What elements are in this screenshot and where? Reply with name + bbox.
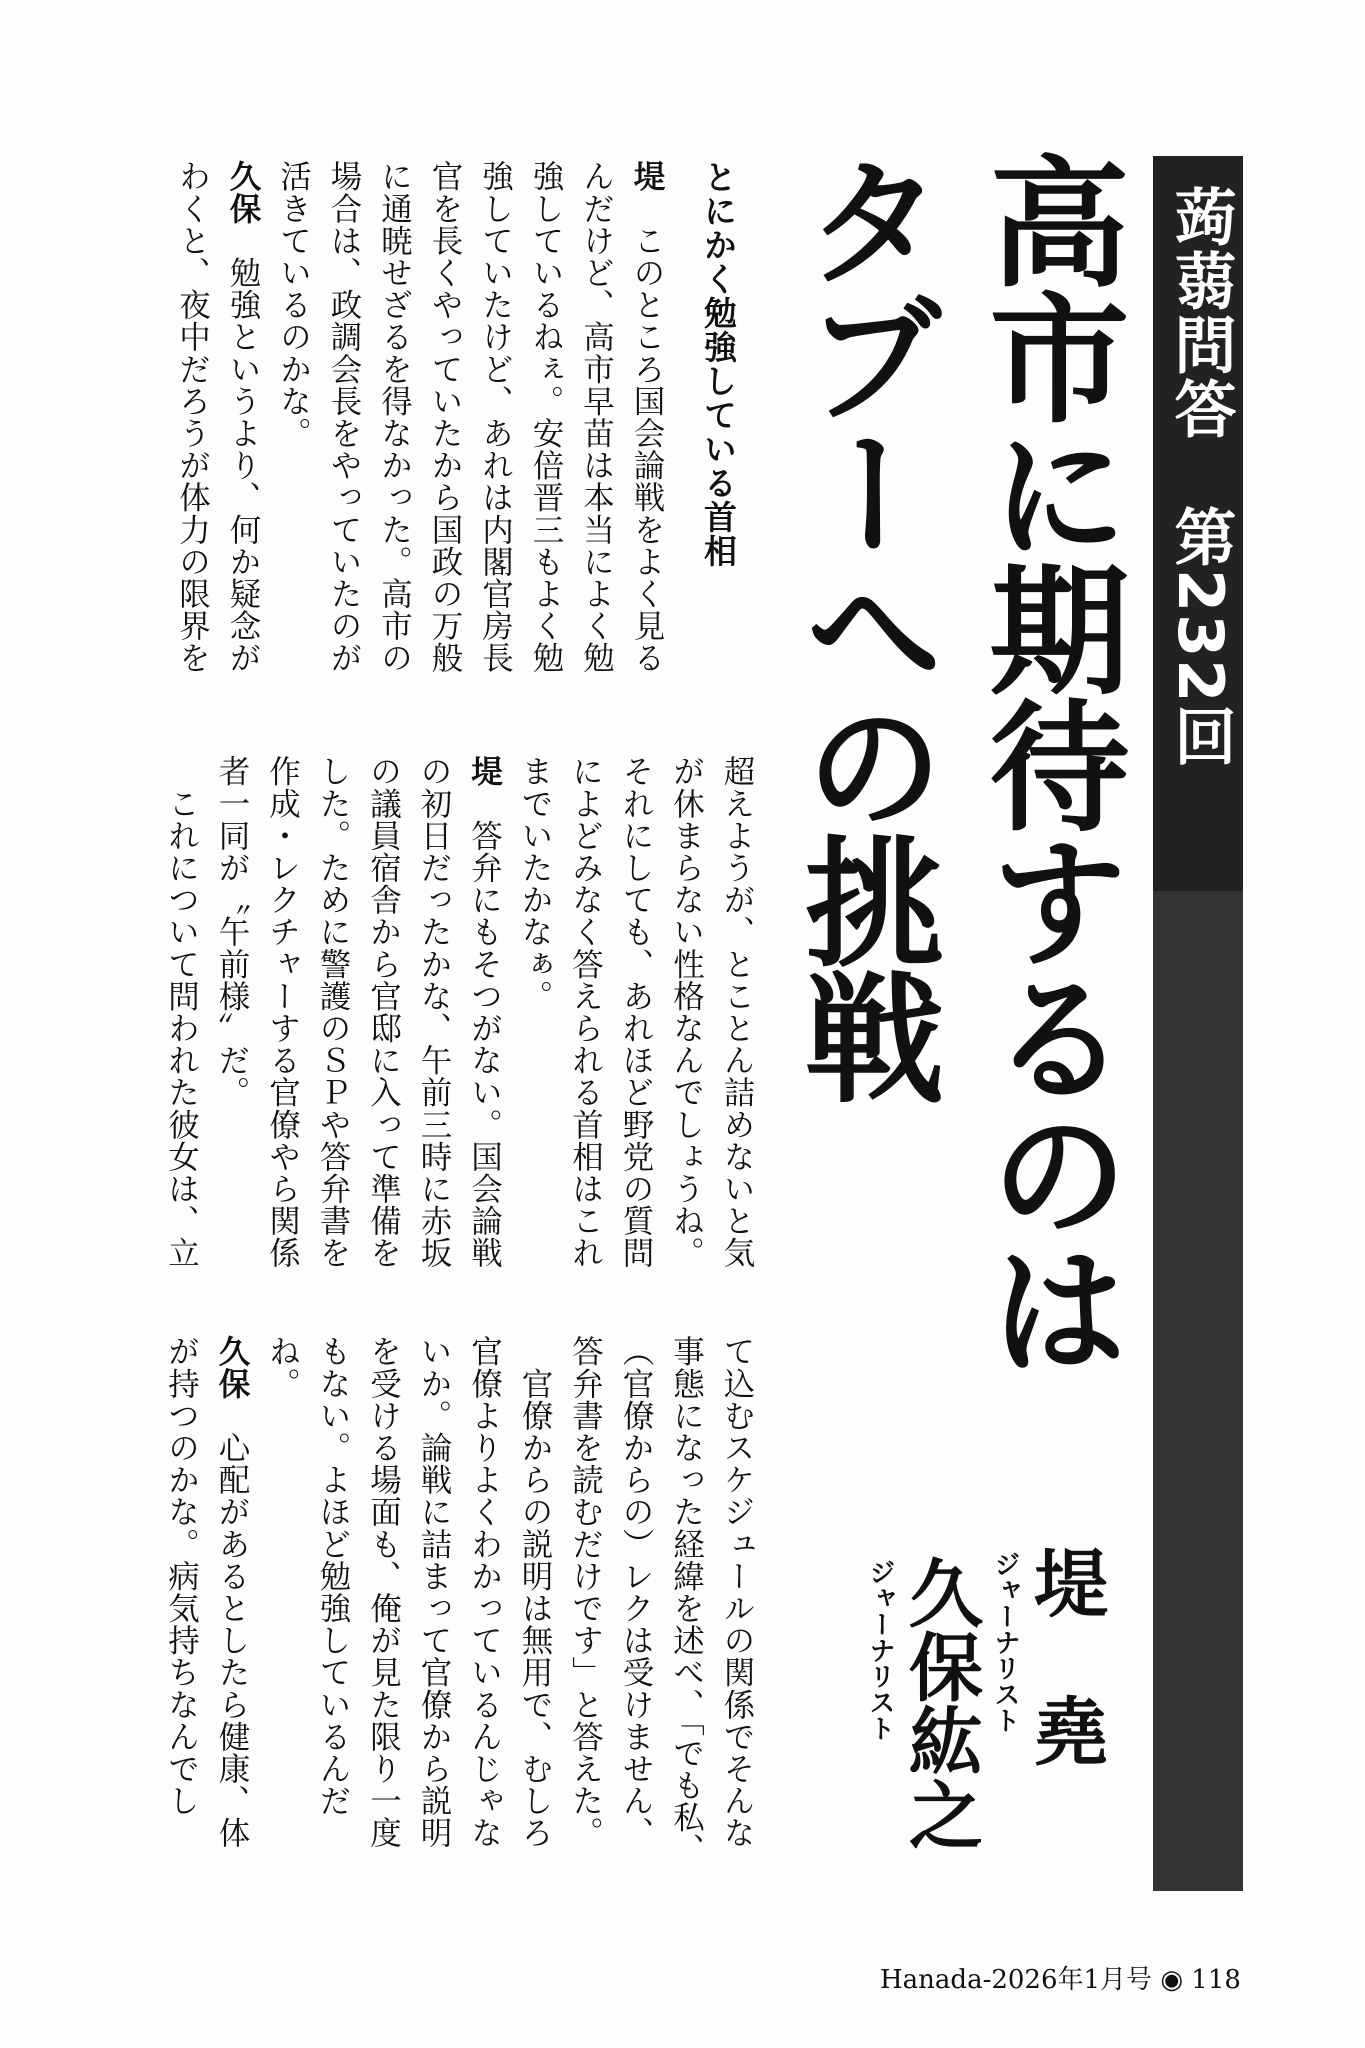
speaker-label: 久保 [214,1335,250,1400]
author-2 [865,1555,983,1851]
author-block [830,1545,1130,1925]
series-prefix: 第 [1164,505,1237,569]
subheading: とにかく勉強している首相 [699,160,738,568]
speaker-label: 久保 [225,160,261,225]
article-title [770,150,1140,1650]
title-line-2: タブーへの挑戦 [781,150,945,1102]
author-2-role: ジャーナリスト [865,1559,895,1741]
author-1-name: 堤 堯 [1022,1545,1108,1767]
author-1-role: ジャーナリスト [990,1551,1020,1733]
page-footer [880,1960,1241,2000]
paragraph [207,755,510,1295]
body-bottom [132,1335,762,1880]
paragraph [257,1335,560,1880]
paragraph [560,1335,762,1880]
body-middle [132,755,762,1295]
series-label [1160,185,1240,845]
footer-bullet-icon: ◉ [1160,1965,1184,1995]
series-spacer [1164,441,1237,505]
paragraph-text: これについて問われた彼女は、立 [163,787,200,1269]
paragraph [510,755,763,1295]
series-name: 蒟蒻問答 [1164,185,1237,441]
series-number: 232 [1164,569,1237,705]
paragraph [268,160,672,700]
paragraph-text: て込むスケジュールの関係でそんな事態になった経緯を述べ、「でも私、（官僚からの）レクは受けません、答弁書を読むだけです」と答えた。 [567,1335,755,1865]
paragraph-text: 勉強というより、何か疑念がわくと、夜中だろうが体力の限界を [174,160,261,674]
footer-magazine: Hanada-2026年1月号 [880,1965,1153,1995]
paragraph [167,160,268,700]
body-top [132,160,672,700]
paragraph-text: 超えようが、とことん詰めないと気が休まらない性格なんでしょうね。それにしても、あれほど野党の質問によどみなく答えられる首相はこれまでいたかなぁ。 [517,755,755,1269]
paragraph-text: このところ国会論戦をよく見るんだけど、高市早苗は本当によく勉強しているねぇ。安倍晋三もよく勉強していたけど、あれは内閣官房長官を長くやっていたから国政の万般に通暁せざるを得なかった。高市の場合は、政調会長をやっていたのが活きているのかな。 [275,160,665,674]
paragraph [156,1335,257,1880]
author-1 [990,1545,1108,1767]
paragraph-text: 心配があるとしたら健康、体が持つのかな。病気持ちなんでし [163,1335,250,1849]
paragraph [156,755,207,1295]
title-line-1: 高市に期待するのは [966,150,1130,1374]
footer-page-number: 118 [1191,1965,1241,1995]
speaker-label: 堤 [466,755,503,788]
paragraph-text: 答弁にもそつがない。国会論戦の初日だったかな、午前三時に赤坂の議員宿舎から官邸に入って準備をした。ために警護のＳＰや答弁書を作成・レクチャーする官僚やら関係者一同が〝午前様〟だ。 [214,755,503,1269]
paragraph-text: 官僚からの説明は無用で、むしろ官僚よりよくわかっているんじゃないか。論戦に詰まって官僚から説明を受ける場面も、俺が見た限り一度もない。よほど勉強しているんだね。 [264,1335,553,1849]
author-2-name: 久保紘之 [897,1555,983,1851]
series-suffix: 回 [1164,704,1237,769]
speaker-label: 堤 [629,160,665,193]
